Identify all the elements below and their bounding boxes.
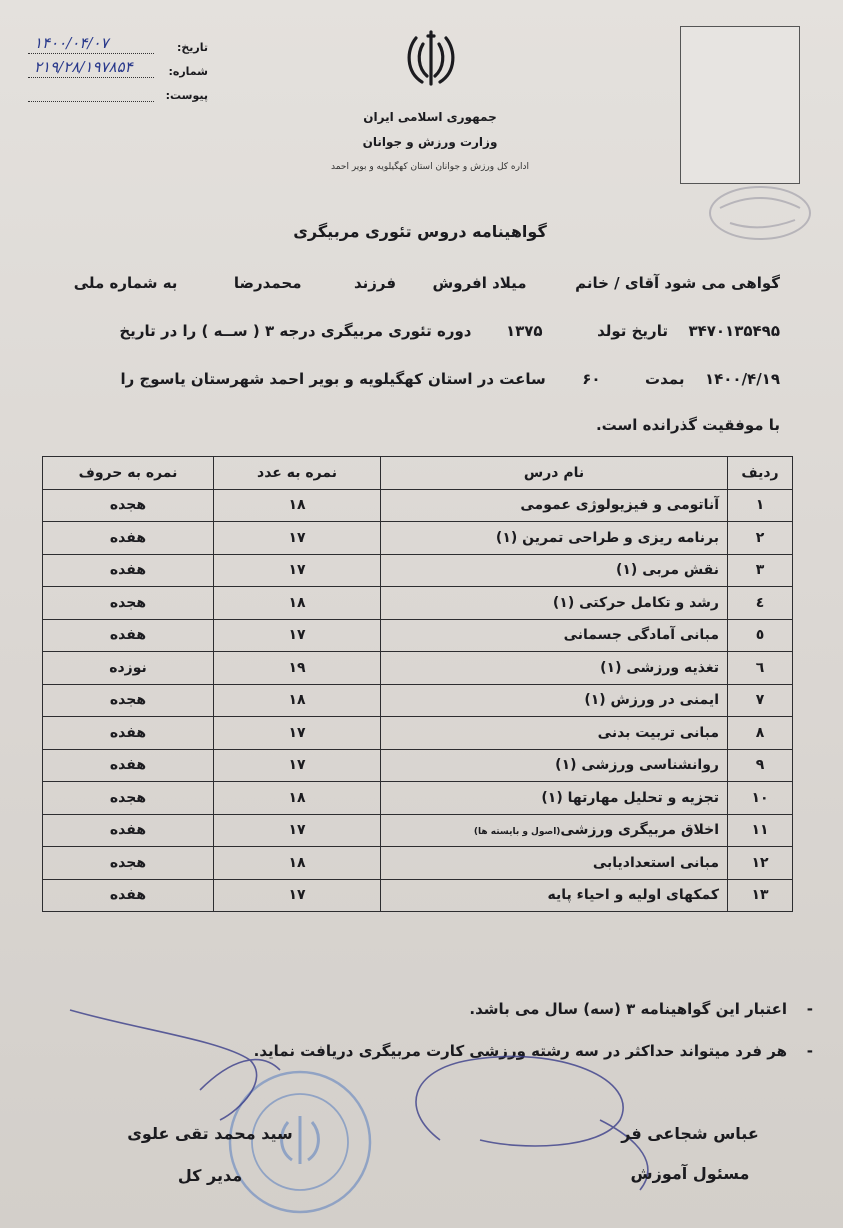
header-number-grade: نمره به عدد [214,457,381,490]
row-number-grade: ۱۸ [214,587,381,620]
course-name-text: نقش مربی (۱) [615,562,719,579]
row-number-grade: ۱۷ [214,814,381,847]
row-word-grade: هفده [43,814,214,847]
row-number-grade: ۱۸ [214,847,381,880]
row-index: ۳ [728,554,793,587]
paragraph-line-4: با موفقیت گذرانده است. [595,416,780,434]
national-id: ۳۴۷۰۱۳۵۴۹۵ [688,322,780,340]
course-text: دوره تئوری مربیگری درجه ۳ ( ســه ) را در تاریخ [119,322,472,340]
course-hours: ۶۰ [582,370,601,388]
row-word-grade: هجده [43,587,214,620]
course-name-text: روانشناسی ورزشی (۱) [555,757,719,774]
row-number-grade: ۱۸ [214,684,381,717]
row-number-grade: ۱۷ [214,522,381,555]
row-word-grade: هفده [43,619,214,652]
course-name-subtext: (اصول و بایسته ها) [473,827,561,838]
row-index: ۱۰ [728,782,793,815]
row-index: ٦ [728,652,793,685]
number-value: ۲۱۹/۲۸/۱۹۷۸۵۴ [34,58,133,76]
certificate-title: گواهینامه دروس تئوری مربیگری [293,222,547,241]
handwritten-signature-left [70,1010,280,1120]
course-name-text: آناتومی و فیزیولوژی عمومی [520,497,719,514]
row-number-grade: ۱۷ [214,749,381,782]
row-word-grade: هفده [43,554,214,587]
national-id-label: به شماره ملی [73,274,178,292]
birth-year: ۱۳۷۵ [505,322,543,340]
child-of-label: فرزند [353,274,397,292]
row-word-grade: هجده [43,847,214,880]
row-index: ۹ [728,749,793,782]
row-index: ۱۱ [728,814,793,847]
course-name-text: کمکهای اولیه و احیاء پایه [547,887,719,904]
header-index: ردیف [728,457,793,490]
note-validity-text: اعتبار این گواهینامه ۳ (سه) سال می باشد. [469,1000,787,1018]
row-number-grade: ۱۷ [214,619,381,652]
course-name-text: تغذیه ورزشی (۱) [600,659,719,676]
father-name: محمدرضا [233,274,302,292]
row-index: ۸ [728,717,793,750]
header-office: اداره کل ورزش و جوانان استان کهگیلویه و بویر احمد [330,162,529,172]
row-number-grade: ۱۷ [214,717,381,750]
signature-right-title: مسئول آموزش [630,1164,750,1183]
date-value: ۱۴۰۰/۰۴/۰۷ [34,34,109,52]
course-name-text: تجزیه و تحلیل مهارتها (۱) [541,789,719,806]
row-word-grade: هفده [43,522,214,555]
row-number-grade: ۱۸ [214,489,381,522]
certify-text: گواهی می شود آقای / خانم [575,274,780,292]
date-label: تاریخ: [176,41,208,54]
row-word-grade: هفده [43,749,214,782]
course-date: ۱۴۰۰/۴/۱۹ [704,370,780,388]
row-index: ۷ [728,684,793,717]
header-word-grade: نمره به حروف [43,457,214,490]
number-label: شماره: [168,65,208,78]
course-name-text: رشد و تکامل حرکتی (۱) [552,594,719,611]
birth-label: تاریخ تولد [597,322,668,340]
note-bullet: - [806,1042,813,1060]
attachment-label: پیوست: [165,89,208,102]
row-word-grade: نوزده [43,652,214,685]
row-index: ۲ [728,522,793,555]
header-course: نام درس [381,457,728,490]
signature-right-name: عباس شجاعی فر [621,1124,759,1143]
signature-left-name: سید محمد تقی علوی [127,1124,293,1143]
holder-name: میلاد افروش [432,274,527,292]
row-word-grade: هجده [43,782,214,815]
header-country: جمهوری اسلامی ایران [363,110,497,124]
row-number-grade: ۱۷ [214,879,381,912]
row-index: ۱۲ [728,847,793,880]
row-word-grade: هفده [43,717,214,750]
row-index: ٤ [728,587,793,620]
row-index: ۱۳ [728,879,793,912]
header-ministry: وزارت ورزش و جوانان [362,135,498,149]
row-word-grade: هجده [43,489,214,522]
row-word-grade: هفده [43,879,214,912]
duration-label: بمدت [645,370,685,388]
course-name-text: مبانی استعدادیابی [592,854,719,871]
course-name-text: ایمنی در ورزش (۱) [584,692,719,709]
note-bullet: - [806,1000,813,1018]
course-name-text: مبانی آمادگی جسمانی [563,627,719,644]
course-place: ساعت در استان کهگیلویه و بویر احمد شهرستان یاسوج را [120,370,546,388]
row-word-grade: هجده [43,684,214,717]
row-number-grade: ۱۷ [214,554,381,587]
note-limit-text: هر فرد میتواند حداکثر در سه رشته ورزشی کارت مربیگری دریافت نماید. [253,1042,787,1060]
signature-left-title: مدیر کل [177,1166,243,1185]
course-name-text: اخلاق مربیگری ورزشی [560,822,719,839]
row-number-grade: ۱۹ [214,652,381,685]
course-name-text: برنامه ریزی و طراحی تمرین (۱) [495,529,719,546]
row-number-grade: ۱۸ [214,782,381,815]
row-index: ٥ [728,619,793,652]
course-name-text: مبانی تربیت بدنی [597,724,719,741]
row-index: ۱ [728,489,793,522]
